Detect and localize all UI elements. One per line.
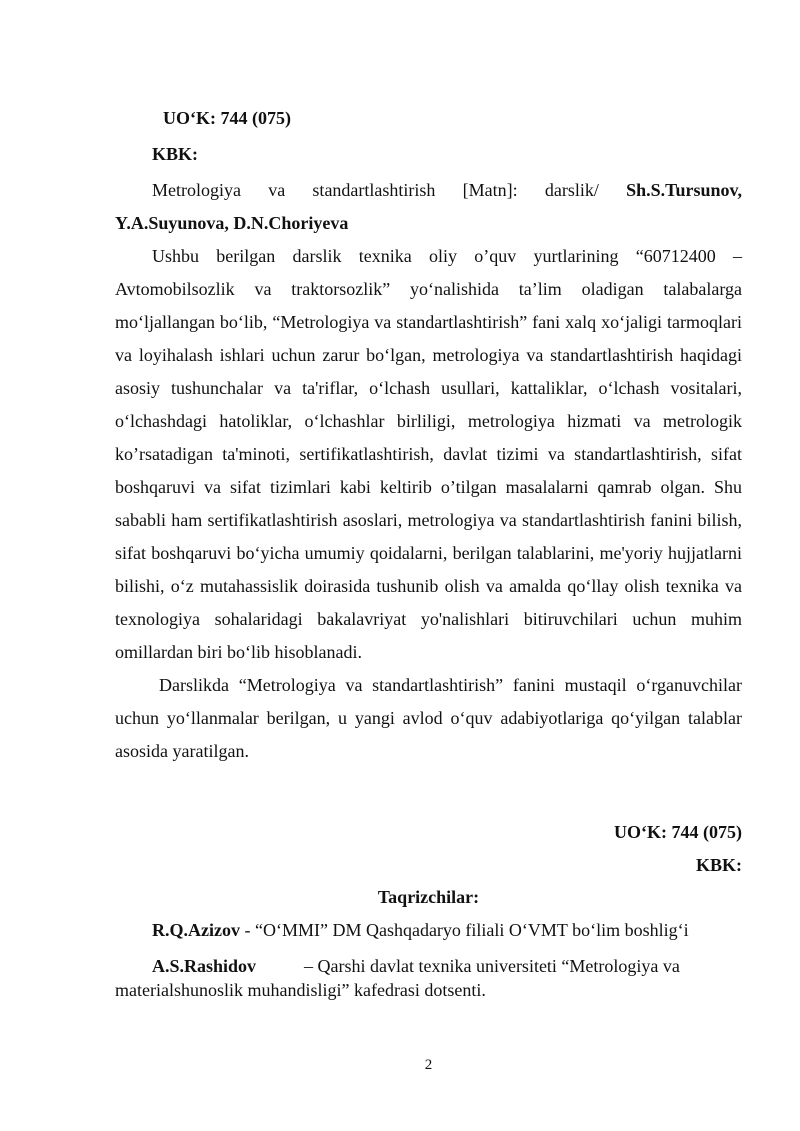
- udk-code-right: UO‘K: 744 (075): [614, 822, 742, 842]
- reviewer-2: [115, 954, 742, 1002]
- reviewer-1-desc: - “O‘MMI” DM Qashqadaryo filiali O‘VMT bo‘lim boshlig‘i: [239, 920, 689, 940]
- annotation-block: [115, 174, 742, 768]
- annotation-paragraph-2: Darslikda “Metrologiya va standartlashtirish” fanini mustaqil o‘rganuvchilar uchun yo‘llanmalar berilgan, u yangi avlod o‘quv adabiyotlariga qo‘yilgan talablar asosida yaratilgan.: [115, 675, 742, 761]
- reviewers-title: Taqrizchilar:: [377, 887, 480, 907]
- reviewer-1-name: R.Q.Azizov: [152, 920, 240, 940]
- udk-code: UO‘K: 744 (075): [163, 108, 291, 128]
- document-page: [115, 0, 742, 1131]
- reviewer-2-name: A.S.Rashidov: [152, 956, 257, 976]
- page-number: [115, 1057, 742, 1074]
- kbk-code: KBK:: [152, 144, 199, 164]
- annotation-paragraph-1: Ushbu berilgan darslik texnika oliy o’quv yurtlarining “60712400 – Avtomobilsozlik va traktorsozlik” yo‘nalishida ta’lim oladigan talabalarga mo‘ljallangan bo‘lib, “Metrologiya va standartlashtirish” fani xalq xo‘jaligi tarmoqlari va loyihalash ishlari uchun zarur bo‘lgan, metrologiya va standartlashtirish haqidagi asosiy tushunchalar va ta'riflar, o‘lchash usullari, kattaliklar, o‘lchash vositalari, o‘lchashdagi hatoliklar, o‘lchashlar birliligi, metrologiya hizmati va metrologik ko’rsatadigan ta'minoti, sertifikatlashtirish, davlat tizimi va standartlashtirish, sifat boshqaruvi va sifat tizimlari kabi keltirib o’tilgan masalalarni qamrab olgan. Shu sababli ham sertifikatlashtirish asoslari, metrologiya va standartlashtirish fanini bilish, sifat boshqaruvi bo‘yicha umumiy qoidalarni, berilgan talablarini, me'yoriy hujjatlarni bilishi, o‘z mutahassislik doirasida tushunib olish va amalda qo‘llay olish texnika va texnologiya sohalaridagi bakalavriyat yo'nalishlari bitiruvchilari uchun muhim omillardan biri bo‘lib hisoblanadi.: [115, 246, 742, 662]
- citation-line: [115, 174, 742, 240]
- reviewer-2-desc: – Qarshi davlat texnika universiteti “Metrologiya va materialshunoslik muhandisligi” kafedrasi dotsenti.: [115, 956, 680, 1000]
- citation-authors: Sh.S.Tursunov, Y.A.Suyunova, D.N.Choriyeva: [115, 180, 742, 233]
- citation-text: Metrologiya va standartlashtirish [Matn]: darslik/: [152, 180, 627, 200]
- reviewer-1: [152, 920, 689, 941]
- kbk-code-right: KBK:: [695, 855, 742, 875]
- page-number-text: 2: [424, 1057, 433, 1073]
